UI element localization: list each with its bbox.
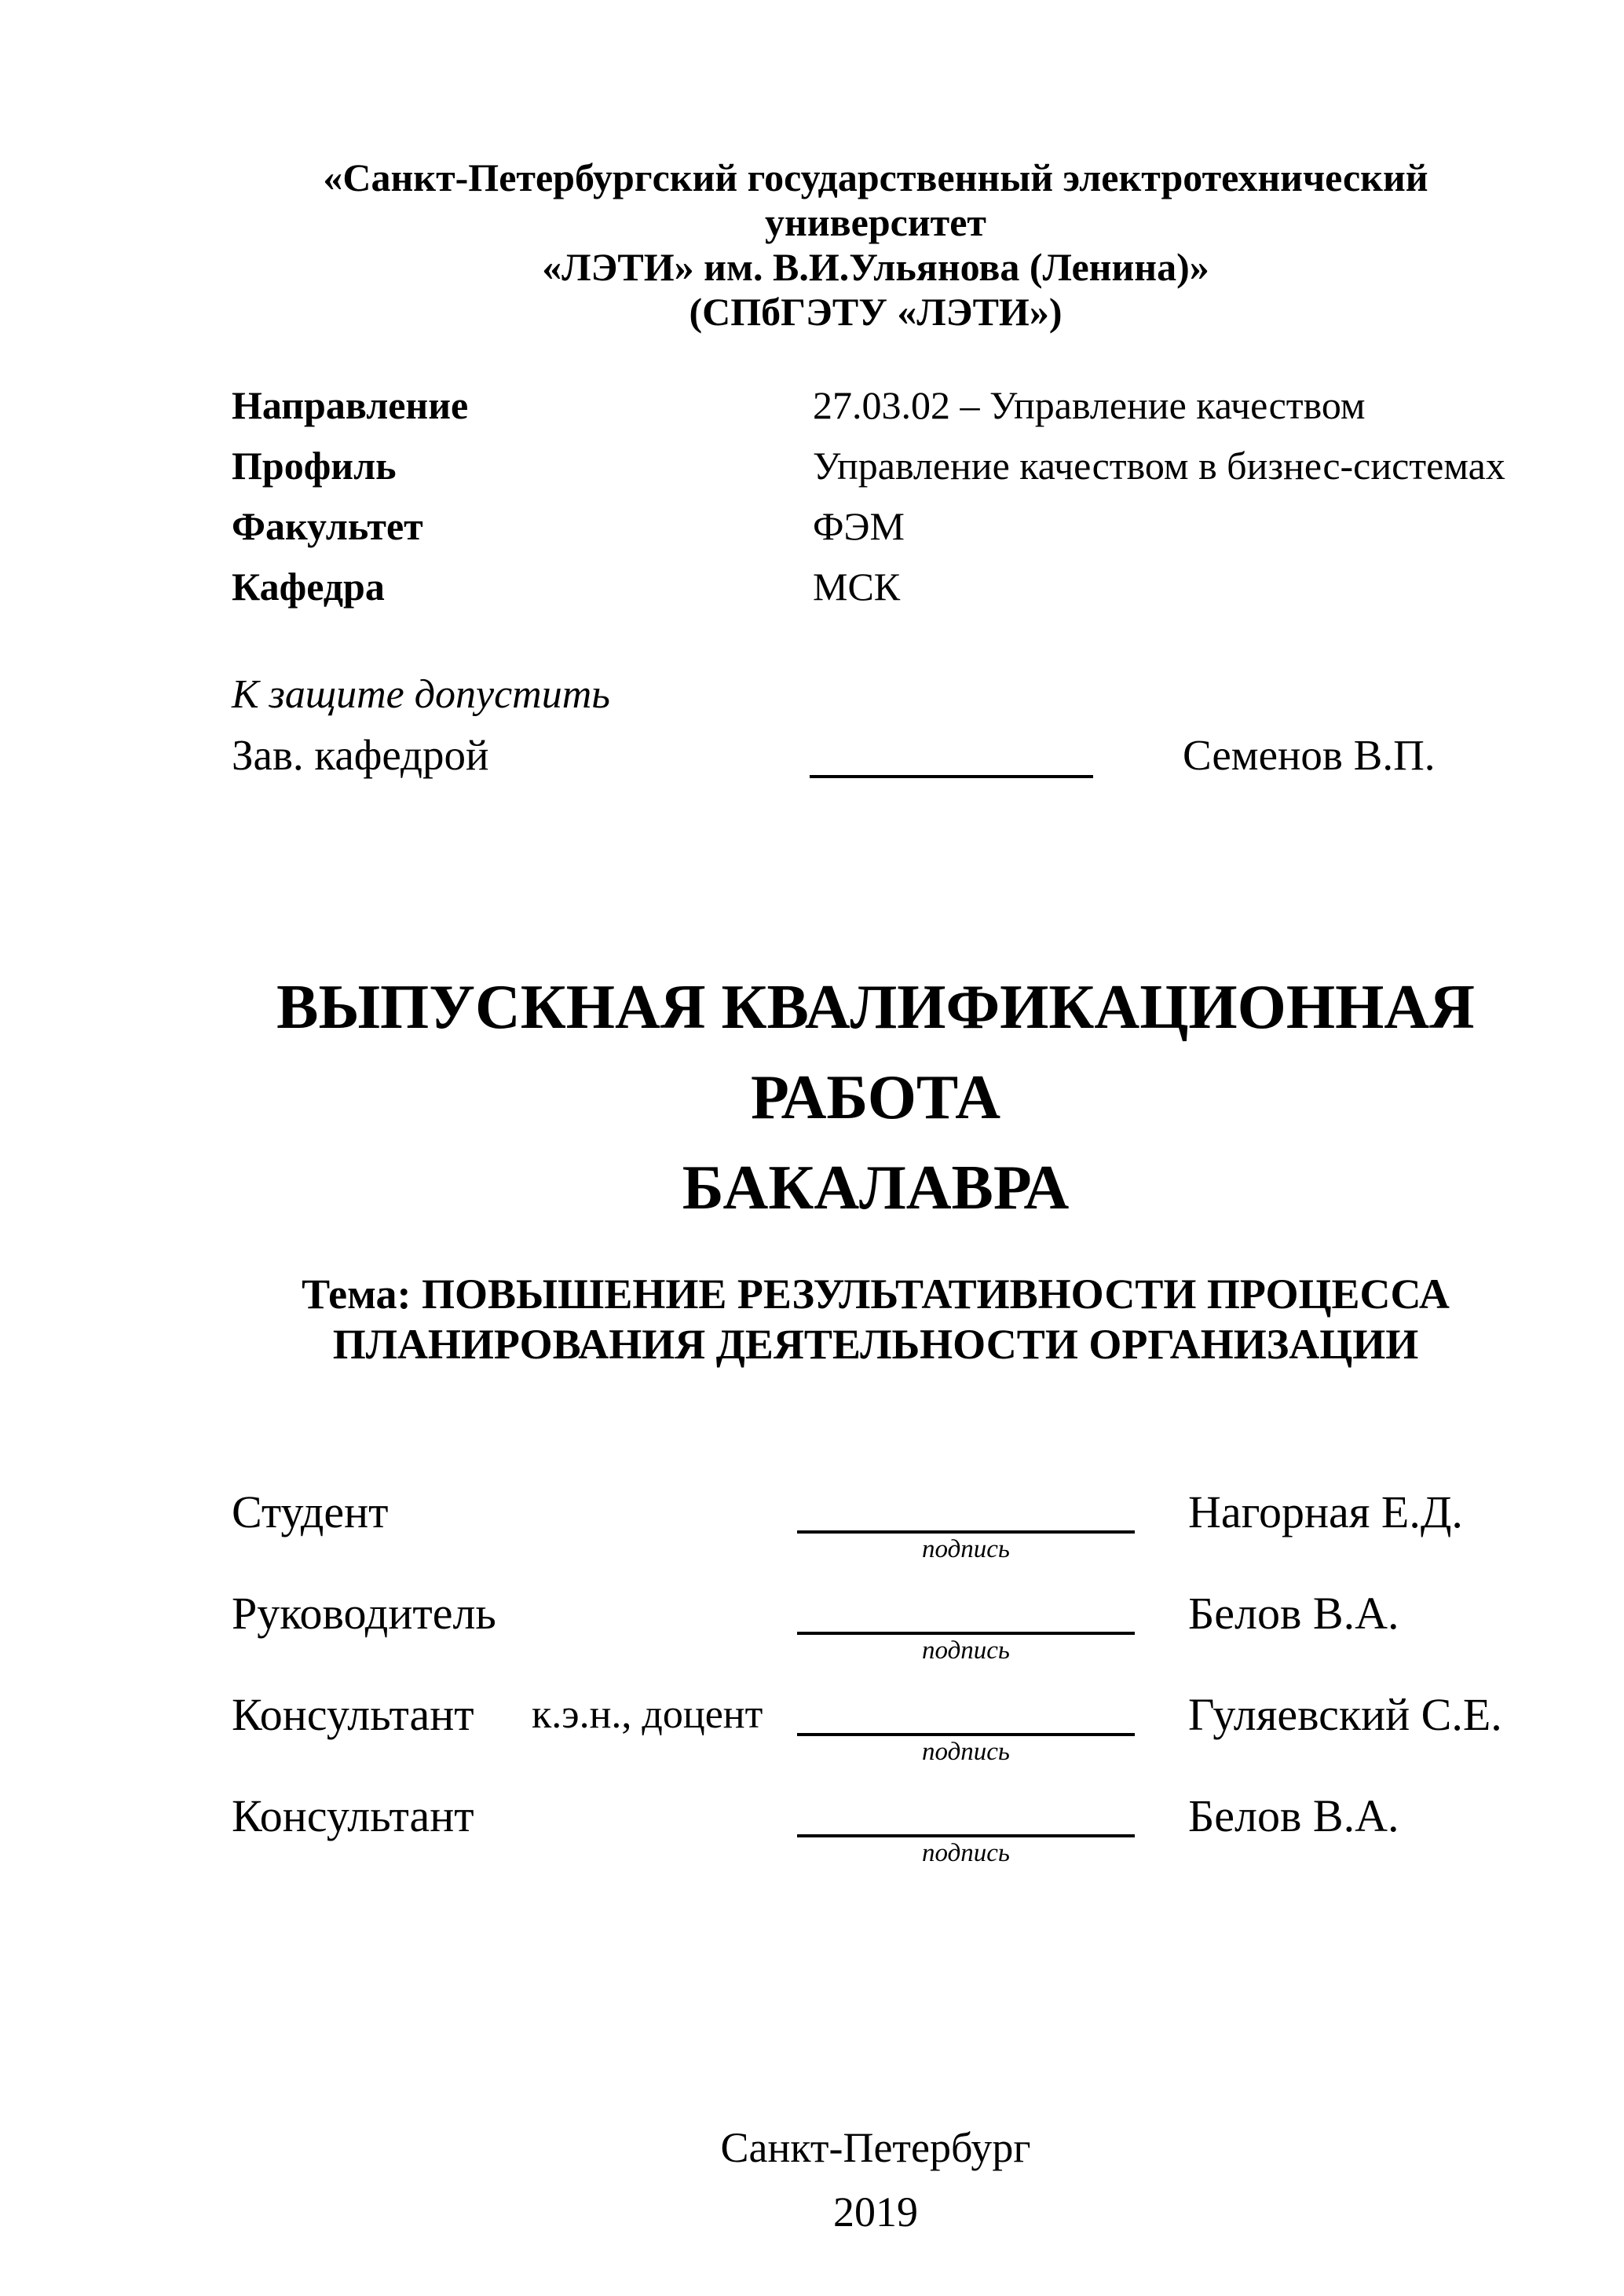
footer-year: 2019 xyxy=(833,2188,918,2236)
department-value: МСК xyxy=(813,565,901,609)
faculty-value: ФЭМ xyxy=(813,504,905,548)
work-title xyxy=(232,963,1520,1234)
admission-note: К защите допустить xyxy=(232,672,610,717)
consultant-1-qualifier: к.э.н., доцент xyxy=(532,1692,763,1737)
profile-label: Профиль xyxy=(232,444,397,488)
student-signature-line xyxy=(797,1486,1135,1534)
department-label: Кафедра xyxy=(232,565,385,609)
department-head-row xyxy=(232,725,1520,785)
work-title-line-1: ВЫПУСКНАЯ КВАЛИФИКАЦИОННАЯ РАБОТА xyxy=(276,973,1475,1132)
student-signature-cell xyxy=(797,1486,1135,1565)
department-head-signature-line xyxy=(810,725,1093,778)
supervisor-name: Белов В.А. xyxy=(1188,1588,1399,1639)
theme-title xyxy=(232,1269,1520,1369)
direction-label: Направление xyxy=(232,383,469,427)
consultant-1-signature-cell xyxy=(797,1689,1135,1768)
consultant-2-signature-cell xyxy=(797,1790,1135,1869)
consultant-2-label: Консультант xyxy=(232,1790,474,1841)
consultant-1-signature-caption: подпись xyxy=(922,1738,1010,1766)
department-head-name: Семенов В.П. xyxy=(1183,731,1436,779)
university-name-line-1: «Санкт-Петербургский государственный электротехнический университет xyxy=(323,155,1428,244)
signature-row-consultant-2 xyxy=(232,1790,1520,1869)
direction-value: 27.03.02 – Управление качеством xyxy=(813,383,1366,427)
theme-line-2: ПЛАНИРОВАНИЯ ДЕЯТЕЛЬНОСТИ ОРГАНИЗАЦИИ xyxy=(332,1321,1419,1368)
consultant-1-label: Консультант xyxy=(232,1689,474,1740)
supervisor-signature-caption: подпись xyxy=(922,1636,1010,1665)
theme-line-1: Тема: ПОВЫШЕНИЕ РЕЗУЛЬТАТИВНОСТИ ПРОЦЕССА xyxy=(302,1270,1450,1318)
consultant-1-signature-line xyxy=(797,1689,1135,1736)
profile-value: Управление качеством в бизнес-системах xyxy=(813,444,1505,488)
info-row-faculty xyxy=(232,496,1520,557)
signatures-section xyxy=(232,1486,1520,1869)
supervisor-signature-cell xyxy=(797,1588,1135,1666)
consultant-2-signature-line xyxy=(797,1790,1135,1837)
faculty-label: Факультет xyxy=(232,504,423,548)
footer xyxy=(232,2116,1520,2245)
department-head-label: Зав. кафедрой xyxy=(232,731,489,779)
student-label: Студент xyxy=(232,1486,389,1537)
supervisor-label: Руководитель xyxy=(232,1588,496,1639)
consultant-1-name: Гуляевский С.Е. xyxy=(1188,1689,1502,1740)
signature-row-supervisor xyxy=(232,1588,1520,1666)
info-row-profile xyxy=(232,436,1520,496)
student-signature-caption: подпись xyxy=(922,1535,1010,1563)
university-name-line-3: (СПбГЭТУ «ЛЭТИ») xyxy=(689,290,1063,334)
info-row-department xyxy=(232,557,1520,617)
student-name: Нагорная Е.Д. xyxy=(1188,1486,1463,1537)
signature-row-student xyxy=(232,1486,1520,1565)
university-name-line-2: «ЛЭТИ» им. В.И.Ульянова (Ленина)» xyxy=(542,245,1209,289)
program-info-section xyxy=(232,375,1520,617)
signature-row-consultant-1 xyxy=(232,1689,1520,1768)
info-row-direction xyxy=(232,375,1520,436)
university-header xyxy=(232,155,1520,335)
consultant-2-name: Белов В.А. xyxy=(1188,1790,1399,1841)
supervisor-qualifier xyxy=(532,1588,797,1666)
consultant-2-signature-caption: подпись xyxy=(922,1839,1010,1867)
student-qualifier xyxy=(532,1486,797,1565)
footer-city: Санкт-Петербург xyxy=(720,2124,1031,2171)
supervisor-signature-line xyxy=(797,1588,1135,1635)
work-title-line-2: БАКАЛАВРА xyxy=(682,1153,1070,1223)
consultant-2-qualifier xyxy=(532,1790,797,1869)
department-head-signature-cell xyxy=(810,725,1093,785)
